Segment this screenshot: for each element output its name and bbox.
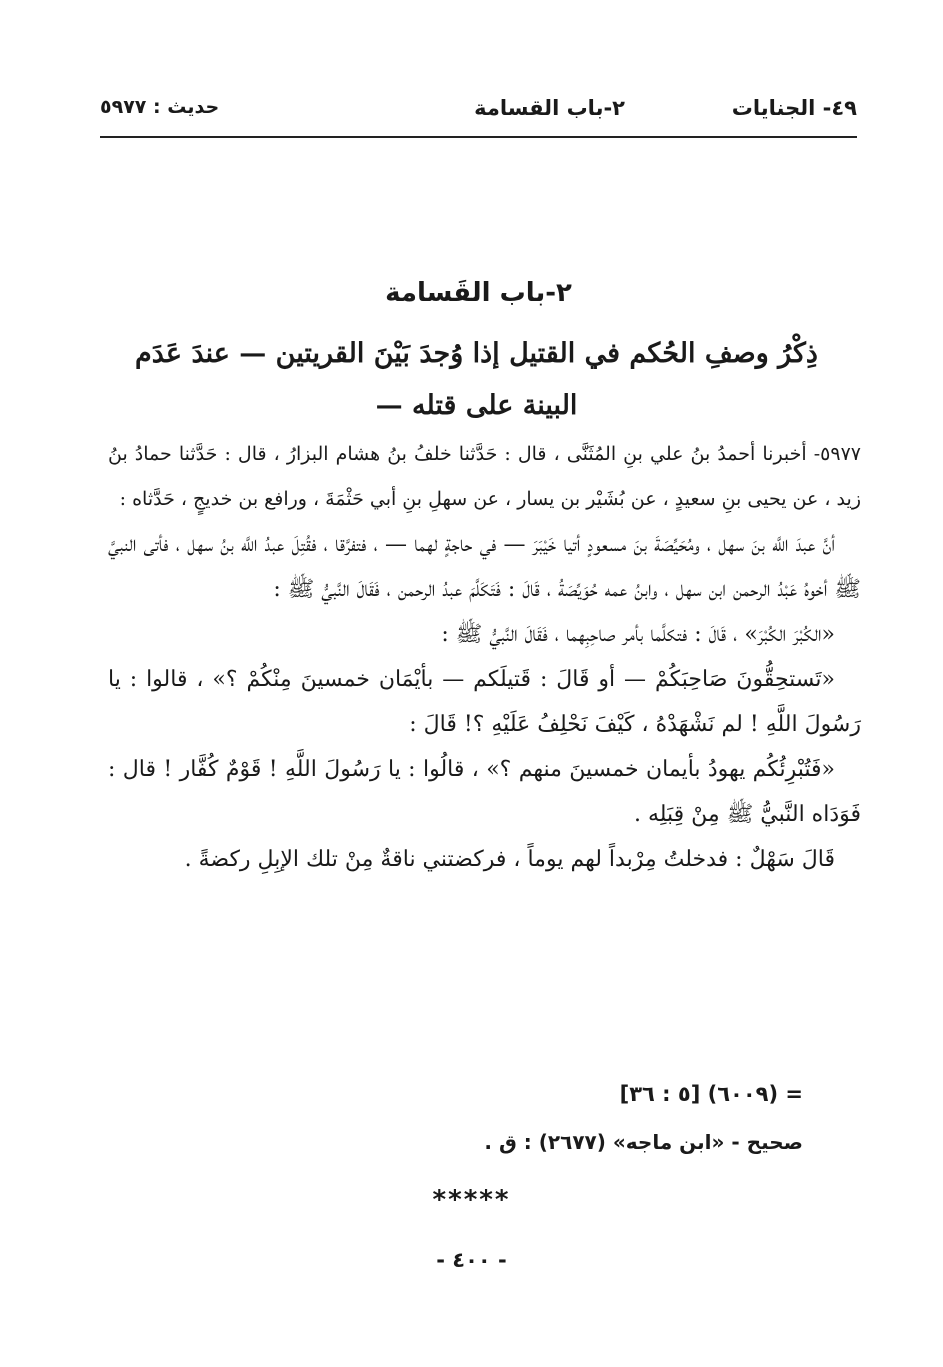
isnad-paragraph: ٥٩٧٧- أخبرنا أحمدُ بنُ علي بنِ المُثَنَّى ، قال : حَدَّثنا خلفُ بنُ هشام البزارُ ، قال : حَدَّثنا حمادُ بنُ زيد ، عن يحيى بنِ سعيدٍ ، عن بُشَيْر بن يسار ، عن سهلِ بنِ أبي حَثْمَةَ ، ورافع بن خديجٍ ، حَدَّثاه : [108, 443, 861, 510]
hadith-reference: حديث : ٥٩٧٧ [100, 96, 220, 118]
hadith-body [108, 432, 861, 882]
section-separator: ***** [432, 1185, 511, 1215]
matn-paragraph: «الكُبْرَ الكُبْرَ» ، قَالَ : فتكلَّما بأمر صاحِبِهما ، فَقَالَ النَّبيُّ ﷺ : [441, 622, 835, 647]
matn-paragraph: «فَتُبْرِئُكُم يهودُ بأيمان خمسينَ منهم ؟» ، قالُوا : يا رَسُولَ اللَّهِ ! قَوْمٌ كُفَّار ! قال : فَوَدَاه النَّبيُّ ﷺ مِنْ قِبَلِه . [108, 757, 861, 827]
chapter-title: ٢-باب القسامة [474, 96, 625, 120]
matn-paragraph: «تَستحِقُّونَ صَاحِبَكُمْ — أو قَالَ : قَتيلَكم — بأيْمَان خمسينَ مِنْكُمْ ؟» ، قالوا : يا رَسُولَ اللَّهِ ! لم نَشْهَدْهُ ، كَيْفَ نَحْلِفُ عَلَيْهِ ؟! قَالَ : [108, 667, 861, 737]
running-header [100, 96, 857, 136]
matn-paragraph: قَالَ سَهْلٌ : فدخلتُ مِرْبداً لهم يوماً ، فركضتني ناقةٌ مِنْ تلك الإبِلِ ركضةً . [184, 847, 835, 872]
book-title: ٤٩- الجنايات [731, 96, 857, 120]
matn-paragraph: أنَّ عبدَ اللَّه بنَ سهل ، ومُحَيِّصَةَ بنَ مسعودٍ أتيا خَيْبَرَ — في حاجةٍ لهما — ، فتفرَّقا ، فقُتِلَ عبدُ اللَّه بنُ سهل ، فأتى النبيَّ ﷺ أخوهُ عَبْدُ الرحمن ابن سهل ، وابنُ عمه حُوَيِّصَةُ ، قَالَ : فَتَكَلَّمَ عبدُ الرحمن ، فَقَالَ النَّبيُّ ﷺ : [108, 532, 861, 602]
chapter-heading: ٢-باب القَسامة [385, 278, 572, 308]
hadith-grading: صحيح - «ابن ماجه» (٢٦٧٧) : ق . [484, 1130, 803, 1154]
section-subheading: ذِكْرُ وصفِ الحُكم في القتيل إذا وُجدَ بَيْنَ القريتين — عندَ عَدَم البينة على قتله — [135, 338, 818, 421]
source-reference: = (٦٠٠٩) [٥ : ٣٦] [619, 1082, 803, 1106]
header-divider [100, 136, 857, 138]
page-number: - ٤٠٠ - [436, 1248, 507, 1272]
